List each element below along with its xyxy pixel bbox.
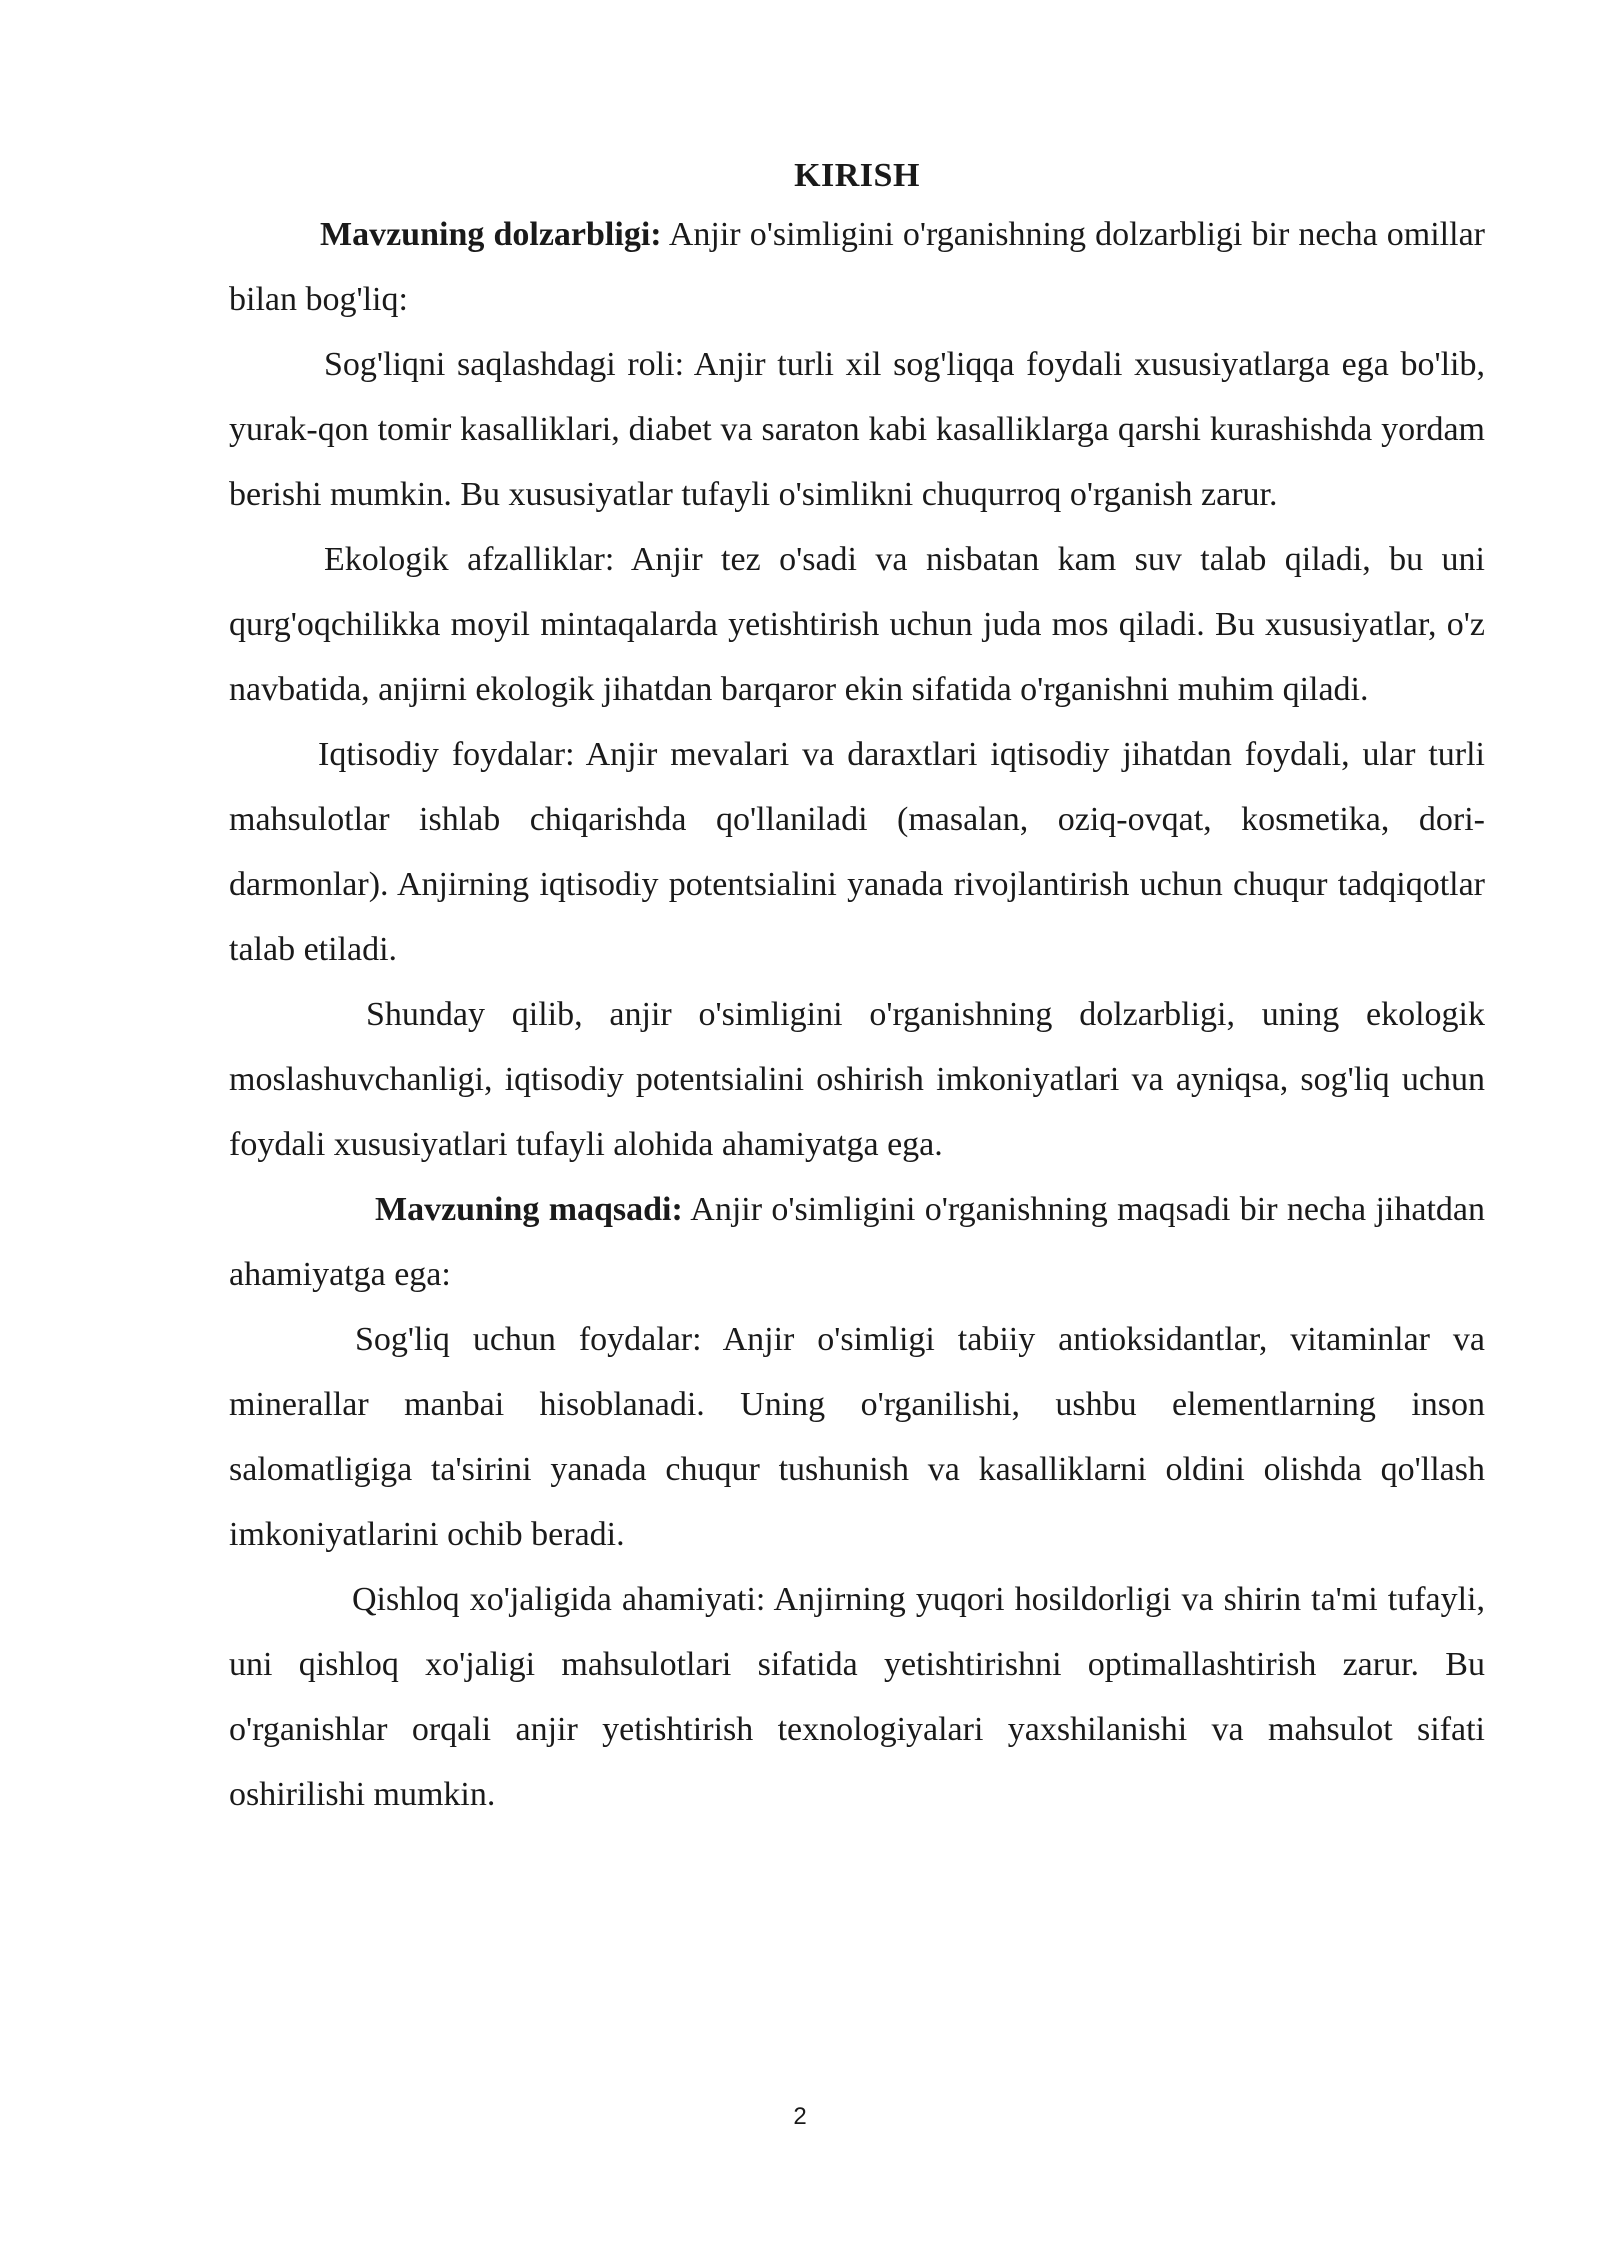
goal-paragraph	[229, 1177, 1485, 1307]
conclusion-paragraph: Shunday qilib, anjir o'simligini o'rganishning dolzarbligi, uning ekologik moslashuvchanligi, iqtisodiy potentsialini oshirish imkoniyatlari va ayniqsa, sog'liq uchun foydali xususiyatlari tufayli alohida ahamiyatga ega.	[229, 996, 1485, 1163]
health-benefits-paragraph: Sog'liq uchun foydalar: Anjir o'simligi tabiiy antioksidantlar, vitaminlar va minerallar manbai hisoblanadi. Uning o'rganilishi, ushbu elementlarning inson salomatligiga ta'sirini yanada chuqur tushunish va kasalliklarni oldini olishda qo'llash imkoniyatlarini ochib beradi.	[229, 1321, 1485, 1553]
page-heading: KIRISH	[794, 157, 920, 194]
health-role-paragraph: Sog'liqni saqlashdagi roli: Anjir turli xil sog'liqqa foydali xususiyatlarga ega bo'lib, yurak-qon tomir kasalliklari, diabet va saraton kabi kasalliklarga qarshi kurashishda yordam berishi mumkin. Bu xususiyatlar tufayli o'simlikni chuqurroq o'rganish zarur.	[229, 346, 1485, 513]
agriculture-paragraph: Qishloq xo'jaligida ahamiyati: Anjirning yuqori hosildorligi va shirin ta'mi tufayli, uni qishloq xo'jaligi mahsulotlari sifatida yetishtirishni optimallashtirish zarur. Bu o'rganishlar orqali anjir yetishtirish texnologiyalari yaxshilanishi va mahsulot sifati oshirilishi mumkin.	[229, 1581, 1485, 1813]
goal-lead: Mavzuning maqsadi:	[375, 1191, 683, 1228]
relevance-paragraph	[229, 202, 1485, 332]
goal-text: Anjir o'simligini o'rganishning maqsadi bir necha jihatdan ahamiyatga ega:	[229, 1191, 1485, 1293]
relevance-text: Anjir o'simligini o'rganishning dolzarbligi bir necha omillar bilan bog'liq:	[229, 216, 1485, 318]
ecology-paragraph: Ekologik afzalliklar: Anjir tez o'sadi va nisbatan kam suv talab qiladi, bu uni qurg'oqchilikka moyil mintaqalarda yetishtirish uchun juda mos qiladi. Bu xususiyatlar, o'z navbatida, anjirni ekologik jihatdan barqaror ekin sifatida o'rganishni muhim qiladi.	[229, 541, 1485, 708]
relevance-lead: Mavzuning dolzarbligi:	[320, 216, 662, 253]
page-body	[229, 150, 1485, 1827]
economy-paragraph: Iqtisodiy foydalar: Anjir mevalari va daraxtlari iqtisodiy jihatdan foydali, ular turli mahsulotlar ishlab chiqarishda qo'llaniladi (masalan, oziq-ovqat, kosmetika, dori-darmonlar). Anjirning iqtisodiy potentsialini yanada rivojlantirish uchun chuqur tadqiqotlar talab etiladi.	[229, 736, 1485, 968]
page-number: 2	[793, 2103, 807, 2130]
